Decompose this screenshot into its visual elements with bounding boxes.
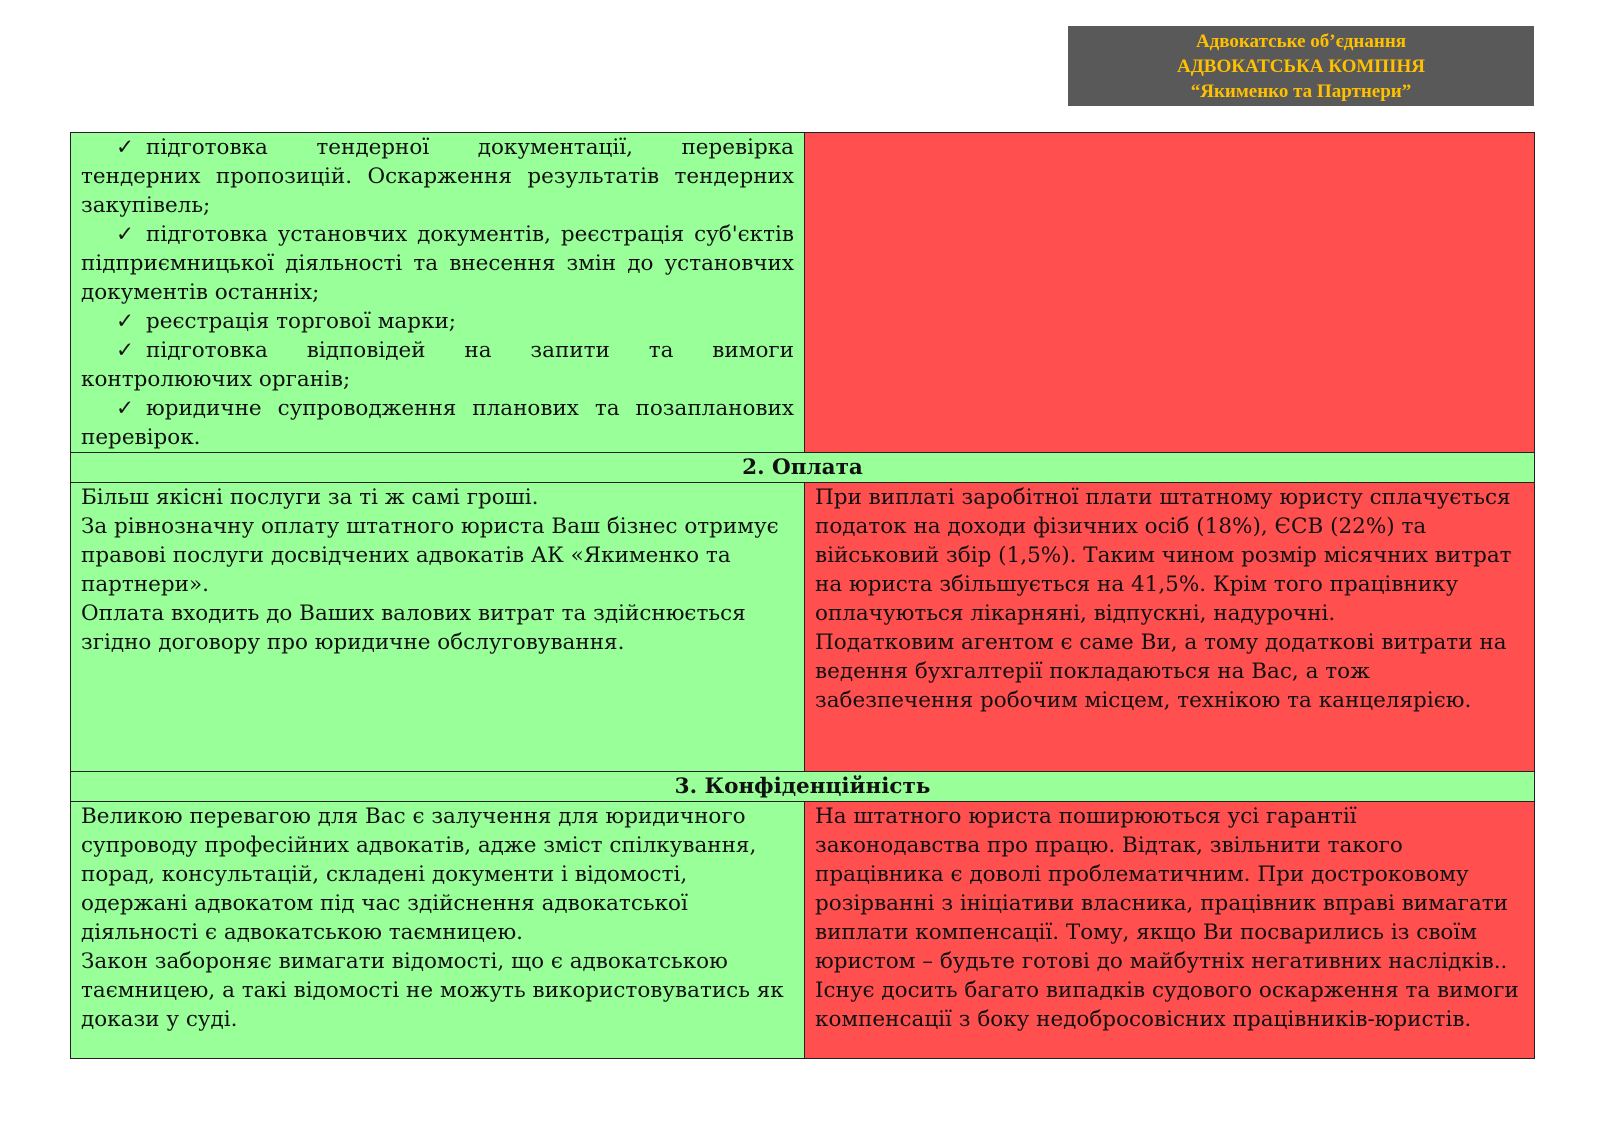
section-header-confidentiality xyxy=(71,772,1535,802)
check-icon: ✓ xyxy=(116,135,135,160)
paragraph: Більш якісні послуги за ті ж самі гроші. xyxy=(81,485,539,510)
payment-pros-cell xyxy=(71,483,805,772)
payment-row xyxy=(71,483,1535,772)
paragraph: За рівнозначну оплату штатного юриста Ваш бізнес отримує правові послуги досвідчених адвокатів АК «Якименко та партнери». xyxy=(81,514,779,597)
services-cell xyxy=(71,133,805,453)
list-item: ✓ підготовка тендерної документації, перевірка тендерних пропозицій. Оскарження результатів тендерних закупівель; xyxy=(81,135,794,218)
section-title: 2. Оплата xyxy=(71,453,1535,483)
list-item: ✓ реєстрація торгової марки; xyxy=(116,309,457,334)
services-row xyxy=(71,133,1535,453)
confidentiality-row xyxy=(71,802,1535,1059)
paragraph: Великою перевагою для Вас є залучення для юридичного супроводу професійних адвокатів, адже зміст спілкування, порад, консультацій, складені документи і відомості, одержані адвокатом під час здійснення адвокатської діяльності є адвокатською таємницею. xyxy=(81,804,757,945)
firm-type-line: Адвокатське об’єднання xyxy=(1195,31,1407,52)
firm-logo-box xyxy=(1068,26,1534,106)
services-empty-cell xyxy=(805,133,1535,453)
section-title: 3. Конфіденційність xyxy=(71,772,1535,802)
paragraph: Закон забороняє вимагати відомості, що є адвокатською таємницею, а такі відомості не можуть використовуватись як докази у суді. xyxy=(81,949,784,1032)
list-item: ✓ підготовка установчих документів, реєстрація суб'єктів підприємницької діяльності та внесення змін до установчих документів останніх; xyxy=(81,222,794,305)
paragraph: Податковим агентом є саме Ви, а тому додаткові витрати на ведення бухгалтерії покладаються на Вас, а тож забезпечення робочим місцем, технікою та канцелярією. xyxy=(815,630,1507,713)
check-icon: ✓ xyxy=(116,338,135,363)
list-item: ✓ юридичне супроводження планових та позапланових перевірок. xyxy=(81,396,794,450)
paragraph: На штатного юриста поширюються усі гарантії законодавства про працю. Відтак, звільнити такого працівника є доволі проблематичним. При достроковому розірванні з ініціативи власника, працівник вправі вимагати виплати компенсації. Тому, якщо Ви посварились із своїм юристом – будьте готові до майбутніх негативних наслідків.. Існує досить багато випадків судового оскарження та вимоги компенсації з боку недобросовісних працівників-юристів. xyxy=(815,804,1519,1032)
paragraph: Оплата входить до Ваших валових витрат та здійснюється згідно договору про юридичне обслуговування. xyxy=(81,601,746,655)
list-item: ✓ підготовка відповідей на запити та вимоги контролюючих органів; xyxy=(81,338,794,392)
confidentiality-pros-cell xyxy=(71,802,805,1059)
firm-partners-line: “Якименко та Партнери” xyxy=(1190,81,1412,102)
check-icon: ✓ xyxy=(116,396,135,421)
comparison-table xyxy=(70,132,1535,1059)
confidentiality-cons-cell xyxy=(805,802,1535,1059)
payment-cons-cell xyxy=(805,483,1535,772)
check-icon: ✓ xyxy=(116,222,135,247)
paragraph: При виплаті заробітної плати штатному юристу сплачується податок на доходи фізичних осіб (18%), ЄСВ (22%) та військовий збір (1,5%). Таким чином розмір місячних витрат на юриста збільшується на 41,5%. Крім того працівнику оплачуються лікарняні, відпускні, надурочні. xyxy=(815,485,1512,626)
section-header-payment xyxy=(71,453,1535,483)
check-icon: ✓ xyxy=(116,309,135,334)
firm-name-line: АДВОКАТСЬКА КОМПІНЯ xyxy=(1177,56,1425,77)
